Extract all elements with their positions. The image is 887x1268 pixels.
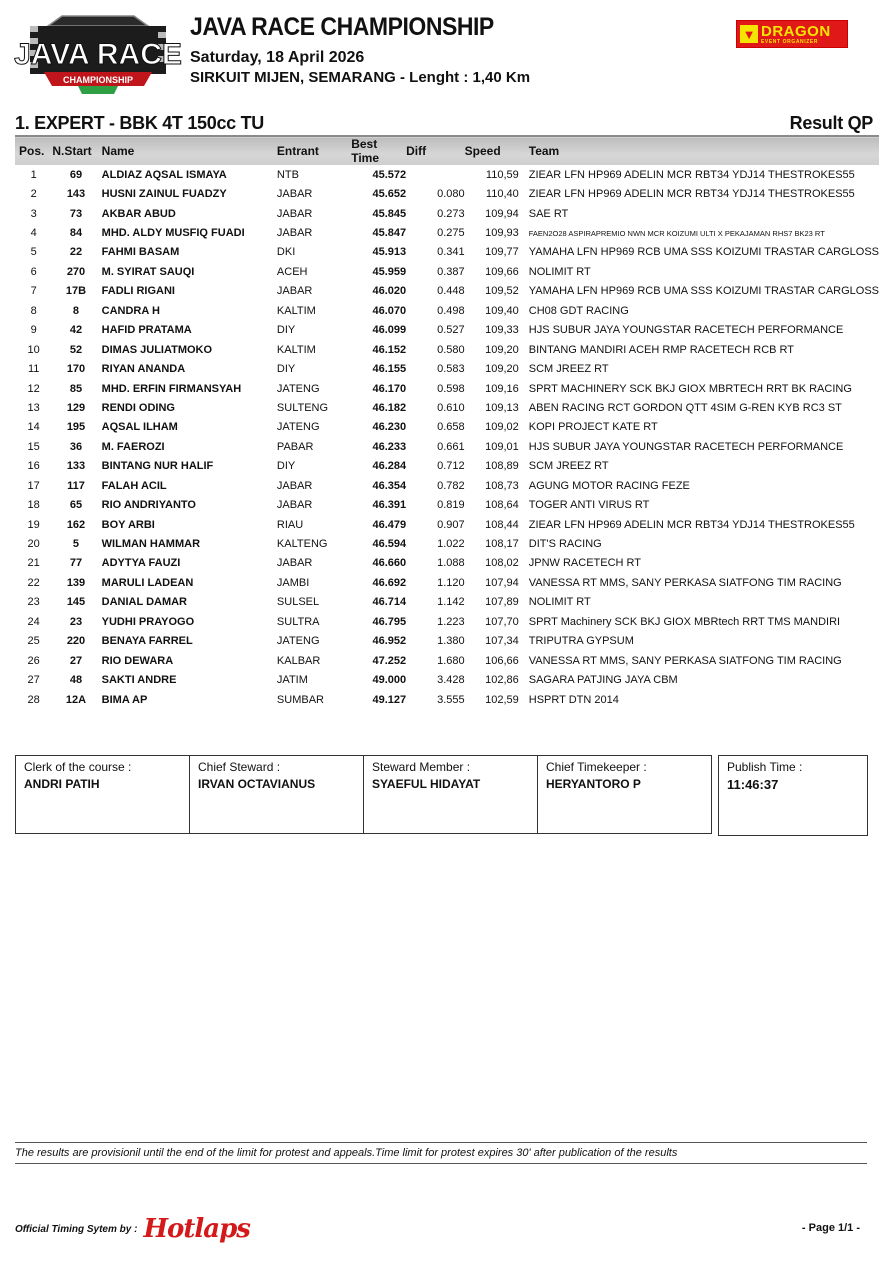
cell-start-number: 139 — [66, 576, 86, 589]
cell-entrant: KALTIM — [276, 304, 316, 317]
results-body — [15, 165, 879, 709]
cell-name: BENAYA FARREL — [101, 635, 193, 648]
cell-team: CH08 GDT RACING — [528, 304, 629, 317]
cell-speed: 109,94 — [485, 207, 519, 220]
official-clerk — [15, 755, 190, 834]
cell-best-time: 46.020 — [372, 285, 407, 298]
cell-best-time: 45.847 — [372, 227, 407, 240]
cell-start-number: 162 — [66, 518, 86, 531]
cell-best-time: 46.233 — [372, 440, 407, 453]
cell-pos: 8 — [30, 304, 37, 317]
cell-diff: 1.142 — [437, 596, 465, 609]
cell-best-time: 46.952 — [372, 635, 407, 648]
cell-speed: 107,70 — [485, 615, 519, 628]
cell-name: RENDI ODING — [101, 401, 175, 414]
cell-diff: 0.661 — [437, 440, 465, 453]
cell-start-number: 143 — [66, 188, 86, 201]
cell-pos: 4 — [30, 227, 37, 240]
cell-start-number: 36 — [69, 440, 83, 453]
cell-team: BINTANG MANDIRI ACEH RMP RACETECH RCB RT — [528, 343, 795, 356]
cell-entrant: DIY — [276, 363, 296, 376]
cell-team: SCM JREEZ RT — [528, 363, 609, 376]
cell-entrant: JATENG — [276, 421, 320, 434]
cell-best-time: 45.913 — [372, 246, 407, 259]
cell-entrant: KALTENG — [276, 538, 328, 551]
officials-section — [16, 755, 868, 836]
cell-name: WILMAN HAMMAR — [101, 538, 201, 551]
cell-speed: 108,89 — [485, 460, 519, 473]
cell-team: FAEN2O28 ASPIRAPREMIO NWN MCR KOIZUMI ULTI X PEKAJAMAN RHS7 BK23 RT — [528, 228, 825, 238]
cell-best-time: 46.152 — [372, 343, 407, 356]
cell-start-number: 48 — [69, 674, 83, 687]
cell-best-time: 46.354 — [372, 479, 407, 492]
cell-entrant: JABAR — [276, 479, 313, 492]
cell-pos: 14 — [27, 421, 40, 434]
cell-name: M. SYIRAT SAUQI — [101, 265, 195, 278]
cell-name: MARULI LADEAN — [101, 576, 194, 589]
header-pos: Pos. — [19, 144, 45, 158]
cell-speed: 109,93 — [485, 227, 519, 240]
cell-start-number: 133 — [66, 460, 86, 473]
page-number: - Page 1/1 - — [801, 1222, 860, 1234]
cell-entrant: DIY — [276, 460, 296, 473]
cell-best-time: 45.845 — [372, 207, 407, 220]
cell-team: SPRT Machinery SCK BKJ GIOX MBRtech RRT TMS MANDIRI — [528, 615, 841, 628]
cell-entrant: SULSEL — [276, 596, 320, 609]
cell-entrant: JAMBI — [276, 576, 310, 589]
cell-start-number: 85 — [69, 382, 83, 395]
table-row — [15, 554, 879, 573]
cell-team: KOPI PROJECT KATE RT — [528, 421, 658, 434]
table-row — [15, 612, 879, 631]
sponsor-logo — [736, 20, 848, 48]
cell-entrant: ACEH — [276, 265, 308, 278]
cell-entrant: PABAR — [276, 440, 314, 453]
disclaimer: The results are provisionil until the end of the limit for protest and appeals.Time limit for protest expires 30' after publication of the results — [15, 1142, 867, 1164]
official-steward-member — [363, 755, 538, 834]
cell-best-time: 46.182 — [372, 401, 407, 414]
cell-diff: 0.273 — [437, 207, 465, 220]
cell-pos: 9 — [30, 324, 37, 337]
cell-team: JPNW RACETECH RT — [528, 557, 641, 570]
cell-diff: 0.907 — [437, 518, 465, 531]
cell-name: RIYAN ANANDA — [101, 363, 186, 376]
cell-best-time: 46.660 — [372, 557, 407, 570]
cell-speed: 110,40 — [485, 188, 519, 201]
cell-speed: 109,33 — [485, 324, 519, 337]
event-header — [190, 12, 530, 88]
table-row — [15, 243, 879, 262]
header-diff: Diff — [406, 144, 427, 158]
cell-speed: 109,77 — [485, 246, 519, 259]
cell-name: ADYTYA FAUZI — [101, 557, 181, 570]
table-row — [15, 321, 879, 340]
cell-pos: 20 — [27, 538, 40, 551]
cell-diff: 1.120 — [437, 576, 465, 589]
table-row — [15, 573, 879, 592]
cell-diff: 0.080 — [437, 188, 465, 201]
cell-diff — [406, 165, 465, 184]
cell-start-number: 84 — [69, 227, 83, 240]
cell-pos: 26 — [27, 654, 40, 667]
cell-start-number: 220 — [66, 635, 86, 648]
cell-name: DIMAS JULIATMOKO — [101, 343, 213, 356]
cell-best-time: 45.652 — [372, 188, 407, 201]
cell-pos: 3 — [30, 207, 37, 220]
cell-best-time: 46.099 — [372, 324, 407, 337]
table-row — [15, 184, 879, 203]
cell-best-time: 46.155 — [372, 363, 407, 376]
cell-entrant: SUMBAR — [276, 693, 324, 706]
cell-diff: 0.610 — [437, 401, 465, 414]
cell-pos: 21 — [27, 557, 40, 570]
cell-pos: 25 — [27, 635, 40, 648]
table-row — [15, 670, 879, 689]
cell-speed: 109,02 — [485, 421, 519, 434]
official-value: ANDRI PATIH — [24, 777, 100, 791]
timing-label: Official Timing Sytem by : — [15, 1223, 138, 1235]
cell-diff: 3.555 — [437, 693, 465, 706]
cell-pos: 22 — [27, 576, 40, 589]
cell-speed: 108,73 — [485, 479, 519, 492]
cell-team: AGUNG MOTOR RACING FEZE — [528, 479, 690, 492]
cell-name: MHD. ALDY MUSFIQ FUADI — [101, 227, 245, 240]
table-row — [15, 223, 879, 242]
table-header-row — [15, 136, 879, 165]
table-row — [15, 632, 879, 651]
cell-diff: 1.680 — [437, 654, 465, 667]
cell-diff: 0.498 — [437, 304, 465, 317]
cell-team: SPRT MACHINERY SCK BKJ GIOX MBRTECH RRT BK RACING — [528, 382, 852, 395]
cell-name: FALAH ACIL — [101, 479, 167, 492]
sponsor-tagline: EVENT ORGANIZER — [761, 38, 819, 45]
cell-best-time: 46.795 — [372, 615, 407, 628]
cell-team: TOGER ANTI VIRUS RT — [528, 499, 650, 512]
cell-diff: 0.658 — [437, 421, 465, 434]
cell-best-time: 46.230 — [372, 421, 407, 434]
event-title: JAVA RACE CHAMPIONSHIP — [190, 13, 494, 41]
cell-start-number: 8 — [72, 304, 80, 317]
championship-logo — [14, 14, 182, 100]
official-label: Clerk of the course : — [24, 760, 132, 774]
cell-diff: 0.527 — [437, 324, 465, 337]
cell-pos: 6 — [30, 265, 37, 278]
cell-diff: 0.819 — [437, 499, 465, 512]
hotlaps-logo: Hotlaps — [143, 1214, 250, 1244]
cell-best-time: 46.391 — [372, 499, 407, 512]
official-label: Chief Steward : — [198, 760, 281, 774]
event-venue: SIRKUIT MIJEN, SEMARANG - Lenght : 1,40 Km — [190, 69, 531, 86]
cell-team: ZIEAR LFN HP969 ADELIN MCR RBT34 YDJ14 THESTROKES55 — [528, 168, 855, 181]
table-row — [15, 476, 879, 495]
cell-team: ZIEAR LFN HP969 ADELIN MCR RBT34 YDJ14 THESTROKES55 — [528, 518, 855, 531]
cell-start-number: 27 — [69, 654, 83, 667]
cell-start-number: 145 — [66, 596, 86, 609]
cell-best-time: 46.714 — [372, 596, 407, 609]
cell-pos: 17 — [27, 479, 40, 492]
cell-start-number: 65 — [69, 499, 83, 512]
table-row — [15, 165, 879, 184]
table-row — [15, 262, 879, 281]
cell-speed: 109,66 — [485, 265, 519, 278]
cell-diff: 0.341 — [437, 246, 465, 259]
cell-diff: 1.380 — [437, 635, 465, 648]
cell-start-number: 77 — [69, 557, 83, 570]
cell-pos: 16 — [27, 460, 40, 473]
cell-start-number: 129 — [66, 401, 86, 414]
official-value: HERYANTORO P — [546, 777, 641, 791]
cell-speed: 107,34 — [485, 635, 519, 648]
cell-start-number: 170 — [66, 363, 86, 376]
sponsor-name: DRAGON — [761, 22, 831, 40]
cell-name: BOY ARBI — [101, 518, 155, 531]
cell-team: YAMAHA LFN HP969 RCB UMA SSS KOIZUMI TRASTAR CARGLOSS — [528, 246, 879, 259]
cell-team: VANESSA RT MMS, SANY PERKASA SIATFONG TIM RACING — [528, 576, 842, 589]
table-row — [15, 359, 879, 378]
cell-speed: 109,16 — [485, 382, 519, 395]
header-best-time: Best Time — [351, 137, 380, 165]
cell-speed: 107,89 — [485, 596, 519, 609]
header-name: Name — [101, 144, 135, 158]
official-label: Steward Member : — [372, 760, 471, 774]
cell-name: RIO ANDRIYANTO — [101, 499, 196, 512]
table-row — [15, 457, 879, 476]
cell-speed: 106,66 — [485, 654, 519, 667]
cell-entrant: JATIM — [276, 674, 308, 687]
cell-best-time: 49.127 — [372, 693, 407, 706]
cell-entrant: RIAU — [276, 518, 304, 531]
cell-entrant: JABAR — [276, 188, 313, 201]
cell-start-number: 195 — [66, 421, 86, 434]
cell-start-number: 22 — [69, 246, 83, 259]
cell-team: SCM JREEZ RT — [528, 460, 609, 473]
cell-team: ABEN RACING RCT GORDON QTT 4SIM G-REN KYB RC3 ST — [528, 401, 842, 414]
cell-best-time: 45.959 — [372, 265, 407, 278]
publish-label: Publish Time : — [727, 760, 803, 774]
cell-name: SAKTI ANDRE — [101, 674, 177, 687]
cell-team: DIT'S RACING — [528, 538, 602, 551]
cell-pos: 27 — [27, 674, 40, 687]
cell-start-number: 52 — [69, 343, 83, 356]
header-start: N.Start — [52, 144, 92, 158]
cell-entrant: DKI — [276, 246, 296, 259]
logo-text-main: JAVA RACE — [14, 38, 182, 71]
table-row — [15, 534, 879, 553]
cell-start-number: 42 — [69, 324, 83, 337]
cell-speed: 102,86 — [485, 674, 519, 687]
result-type: Result QP — [789, 113, 873, 133]
official-label: Chief Timekeeper : — [546, 760, 647, 774]
cell-speed: 110,59 — [485, 168, 519, 181]
cell-speed: 109,20 — [485, 343, 519, 356]
cell-best-time: 45.572 — [372, 168, 407, 181]
cell-name: HUSNI ZAINUL FUADZY — [101, 188, 227, 201]
cell-diff: 0.712 — [437, 460, 465, 473]
table-row — [15, 418, 879, 437]
cell-entrant: SULTENG — [276, 401, 329, 414]
dragon-mark-icon: ▼ — [740, 25, 758, 43]
cell-team: VANESSA RT MMS, SANY PERKASA SIATFONG TIM RACING — [528, 654, 842, 667]
timing-credit — [15, 1214, 250, 1244]
cell-entrant: JABAR — [276, 227, 313, 240]
cell-name: CANDRA H — [101, 304, 160, 317]
cell-start-number: 117 — [67, 479, 85, 492]
cell-pos: 11 — [27, 363, 40, 376]
cell-entrant: JATENG — [276, 382, 320, 395]
cell-entrant: JABAR — [276, 557, 313, 570]
table-row — [15, 379, 879, 398]
cell-start-number: 12A — [65, 693, 87, 706]
table-row — [15, 593, 879, 612]
cell-name: YUDHI PRAYOGO — [101, 615, 195, 628]
cell-pos: 10 — [27, 343, 40, 356]
cell-name: RIO DEWARA — [101, 654, 174, 667]
cell-entrant: SULTRA — [276, 615, 320, 628]
cell-team: HJS SUBUR JAYA YOUNGSTAR RACETECH PERFORMANCE — [528, 440, 844, 453]
results-table — [15, 135, 879, 709]
table-row — [15, 690, 879, 709]
cell-speed: 109,01 — [485, 440, 519, 453]
event-date: Saturday, 18 April 2026 — [190, 49, 365, 66]
cell-speed: 109,40 — [485, 304, 519, 317]
cell-pos: 19 — [27, 518, 40, 531]
table-row — [15, 495, 879, 514]
cell-entrant: JABAR — [276, 285, 313, 298]
table-row — [15, 515, 879, 534]
cell-pos: 12 — [27, 382, 40, 395]
official-value: SYAEFUL HIDAYAT — [372, 777, 481, 791]
cell-pos: 24 — [27, 615, 40, 628]
table-row — [15, 398, 879, 417]
cell-speed: 109,20 — [485, 363, 519, 376]
cell-team: ZIEAR LFN HP969 ADELIN MCR RBT34 YDJ14 THESTROKES55 — [528, 188, 855, 201]
cell-speed: 102,59 — [485, 693, 519, 706]
class-title: 1. EXPERT - BBK 4T 150cc TU — [15, 113, 264, 133]
cell-start-number: 17B — [65, 285, 87, 298]
header-entrant: Entrant — [276, 144, 319, 158]
cell-name: M. FAEROZI — [101, 440, 165, 453]
cell-team: NOLIMIT RT — [528, 265, 591, 278]
official-value: IRVAN OCTAVIANUS — [198, 777, 316, 791]
cell-best-time: 46.692 — [372, 576, 407, 589]
cell-best-time: 46.594 — [372, 538, 407, 551]
cell-name: HAFID PRATAMA — [101, 324, 192, 337]
cell-pos: 13 — [27, 401, 40, 414]
cell-pos: 23 — [27, 596, 40, 609]
cell-pos: 18 — [27, 499, 40, 512]
cell-diff: 0.598 — [437, 382, 465, 395]
cell-diff: 0.275 — [437, 227, 465, 240]
cell-pos: 1 — [30, 168, 37, 181]
cell-speed: 108,17 — [485, 538, 519, 551]
header-speed: Speed — [464, 144, 501, 158]
cell-speed: 108,02 — [485, 557, 519, 570]
cell-name: DANIAL DAMAR — [101, 596, 188, 609]
cell-best-time: 46.284 — [372, 460, 407, 473]
cell-entrant: JABAR — [276, 499, 313, 512]
cell-name: AQSAL ILHAM — [101, 421, 178, 434]
cell-pos: 28 — [27, 693, 40, 706]
cell-entrant: NTB — [276, 168, 299, 181]
table-row — [15, 282, 879, 301]
cell-pos: 2 — [30, 188, 37, 201]
cell-team: SAE RT — [528, 207, 569, 220]
cell-team: SAGARA PATJING JAYA CBM — [528, 674, 678, 687]
cell-diff: 1.022 — [437, 538, 465, 551]
cell-name: BINTANG NUR HALIF — [101, 460, 214, 473]
cell-best-time: 49.000 — [372, 674, 407, 687]
cell-entrant: KALBAR — [276, 654, 321, 667]
cell-team: HSPRT DTN 2014 — [528, 693, 619, 706]
cell-start-number: 5 — [72, 538, 80, 551]
table-row — [15, 301, 879, 320]
header-team: Team — [528, 144, 560, 158]
table-row — [15, 340, 879, 359]
cell-name: FADLI RIGANI — [101, 285, 175, 298]
cell-start-number: 270 — [66, 265, 86, 278]
cell-entrant: DIY — [276, 324, 296, 337]
table-row — [15, 651, 879, 670]
cell-diff: 0.580 — [437, 343, 465, 356]
cell-best-time: 46.170 — [372, 382, 407, 395]
cell-speed: 108,64 — [485, 499, 519, 512]
cell-speed: 109,13 — [485, 401, 519, 414]
cell-name: FAHMI BASAM — [101, 246, 180, 259]
cell-name: AKBAR ABUD — [101, 207, 176, 220]
table-row — [15, 204, 879, 223]
table-row — [15, 437, 879, 456]
cell-diff: 0.583 — [437, 363, 465, 376]
cell-name: BIMA AP — [101, 693, 148, 706]
cell-speed: 109,52 — [485, 285, 519, 298]
cell-team: YAMAHA LFN HP969 RCB UMA SSS KOIZUMI TRASTAR CARGLOSS — [528, 285, 879, 298]
cell-pos: 5 — [30, 246, 37, 259]
cell-entrant: KALTIM — [276, 343, 316, 356]
cell-start-number: 69 — [69, 168, 83, 181]
cell-diff: 1.088 — [437, 557, 465, 570]
cell-diff: 0.782 — [437, 479, 465, 492]
cell-team: HJS SUBUR JAYA YOUNGSTAR RACETECH PERFORMANCE — [528, 324, 844, 337]
cell-pos: 7 — [30, 285, 37, 298]
cell-speed: 107,94 — [485, 576, 519, 589]
cell-team: TRIPUTRA GYPSUM — [528, 635, 634, 648]
cell-speed: 108,44 — [485, 518, 519, 531]
logo-text-sub: CHAMPIONSHIP — [62, 75, 134, 85]
cell-best-time: 46.479 — [372, 518, 407, 531]
cell-start-number: 23 — [69, 615, 83, 628]
cell-best-time: 46.070 — [372, 304, 407, 317]
cell-diff: 0.387 — [437, 265, 465, 278]
cell-entrant: JATENG — [276, 635, 320, 648]
cell-pos: 15 — [27, 440, 40, 453]
cell-diff: 1.223 — [437, 615, 465, 628]
publish-time: 11:46:37 — [727, 777, 779, 792]
official-chief-steward — [189, 755, 364, 834]
cell-diff: 3.428 — [437, 674, 465, 687]
cell-name: ALDIAZ AQSAL ISMAYA — [101, 168, 227, 181]
cell-start-number: 73 — [69, 207, 83, 220]
cell-entrant: JABAR — [276, 207, 313, 220]
cell-best-time: 47.252 — [372, 654, 407, 667]
cell-team: NOLIMIT RT — [528, 596, 591, 609]
cell-name: MHD. ERFIN FIRMANSYAH — [101, 382, 242, 395]
cell-diff: 0.448 — [437, 285, 465, 298]
publish-time-box — [718, 755, 868, 836]
official-chief-timekeeper — [537, 755, 712, 834]
